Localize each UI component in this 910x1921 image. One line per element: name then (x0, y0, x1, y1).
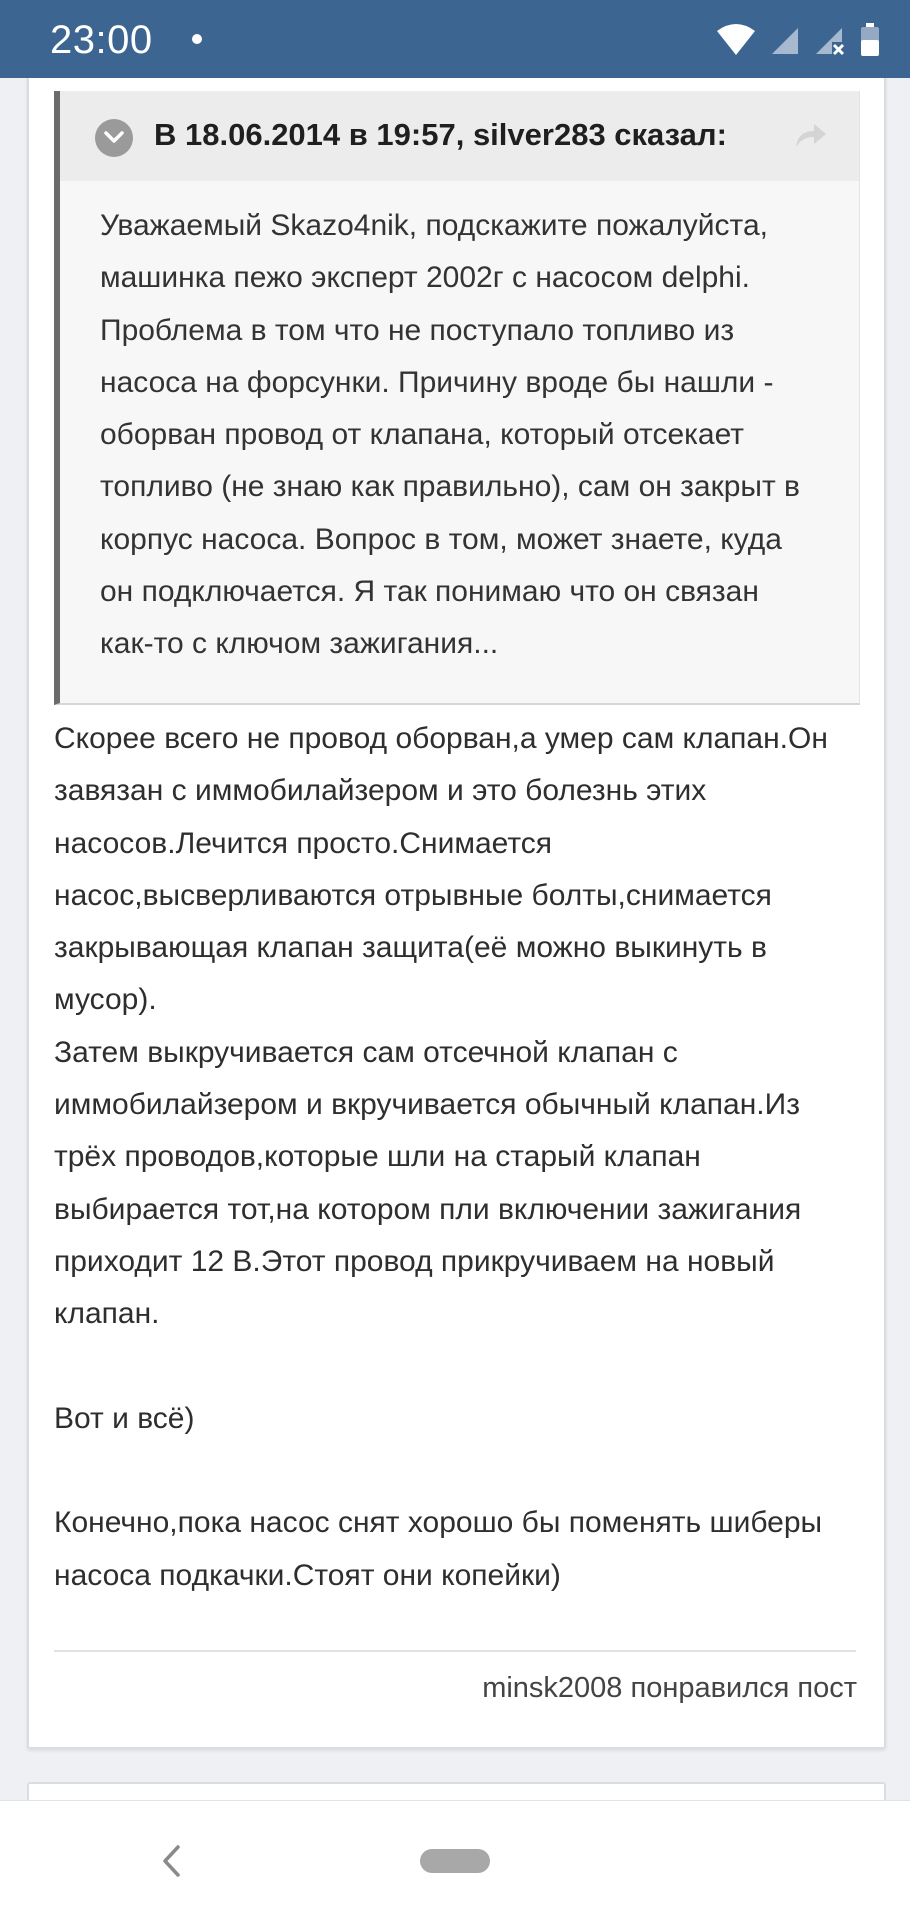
navigation-bar (0, 1800, 910, 1921)
forum-content[interactable] (0, 78, 910, 1800)
quote-citation[interactable]: В 18.06.2014 в 19:57, silver283 сказал: (154, 117, 727, 152)
notification-dot-icon (192, 34, 202, 44)
wifi-icon (716, 23, 756, 57)
signal-no-sim-icon (814, 24, 846, 56)
home-pill-icon[interactable] (420, 1849, 490, 1873)
blank-line (54, 1341, 864, 1393)
status-icons (716, 22, 880, 58)
forum-post (27, 78, 886, 1749)
post-paragraph: Вот и всё) (54, 1401, 195, 1435)
post-text (54, 713, 864, 1602)
quote-text: Уважаемый Skazo4nik, подскажите пожалуйста, машинка пежо эксперт 2002г с насосом delphi. Проблема в том что не поступало топливо из насоса на форсунки. Причину вроде бы нашли - оборван провод от клапана, который отсекает топливо (не знаю как правильно), сам он закрыт в корпус насоса. Вопрос в том, может знаете, куда он подключается. Я так понимаю что он связан как-то с ключом зажигания... (100, 209, 800, 661)
blank-line (54, 1445, 864, 1497)
post-paragraph: Скорее всего не провод оборван,а умер сам клапан.Он завязан с иммобилайзером и это болезнь этих насосов.Лечится просто.Снимается насос,высверливаются отрывные болты,снимается закрывающая клапан защита(её можно выкинуть в мусор). Затем выкручивается сам отсечной клапан с иммобилайзером и вкручивается обычный клапан.Из трёх проводов,которые шли на старый клапан выбирается тот,на котором пли включении зажигания приходит 12 В.Этот провод прикручиваем на новый клапан. (54, 722, 828, 1331)
quote-block (54, 91, 860, 705)
battery-icon (860, 23, 880, 57)
signal-icon (770, 24, 800, 56)
collapse-chevron-icon[interactable] (95, 119, 133, 157)
status-bar (0, 0, 910, 78)
post-paragraph: Конечно,пока насос снят хорошо бы поменять шиберы насоса подкачки.Стоят они копейки) (54, 1506, 823, 1592)
back-chevron-icon[interactable] (160, 1843, 182, 1884)
next-post-card (27, 1782, 886, 1800)
share-arrow-icon[interactable] (794, 121, 828, 154)
quote-header (60, 91, 859, 181)
divider (54, 1650, 856, 1652)
reactions-text[interactable]: minsk2008 понравился пост (482, 1672, 857, 1704)
status-time: 23:00 (50, 18, 153, 62)
